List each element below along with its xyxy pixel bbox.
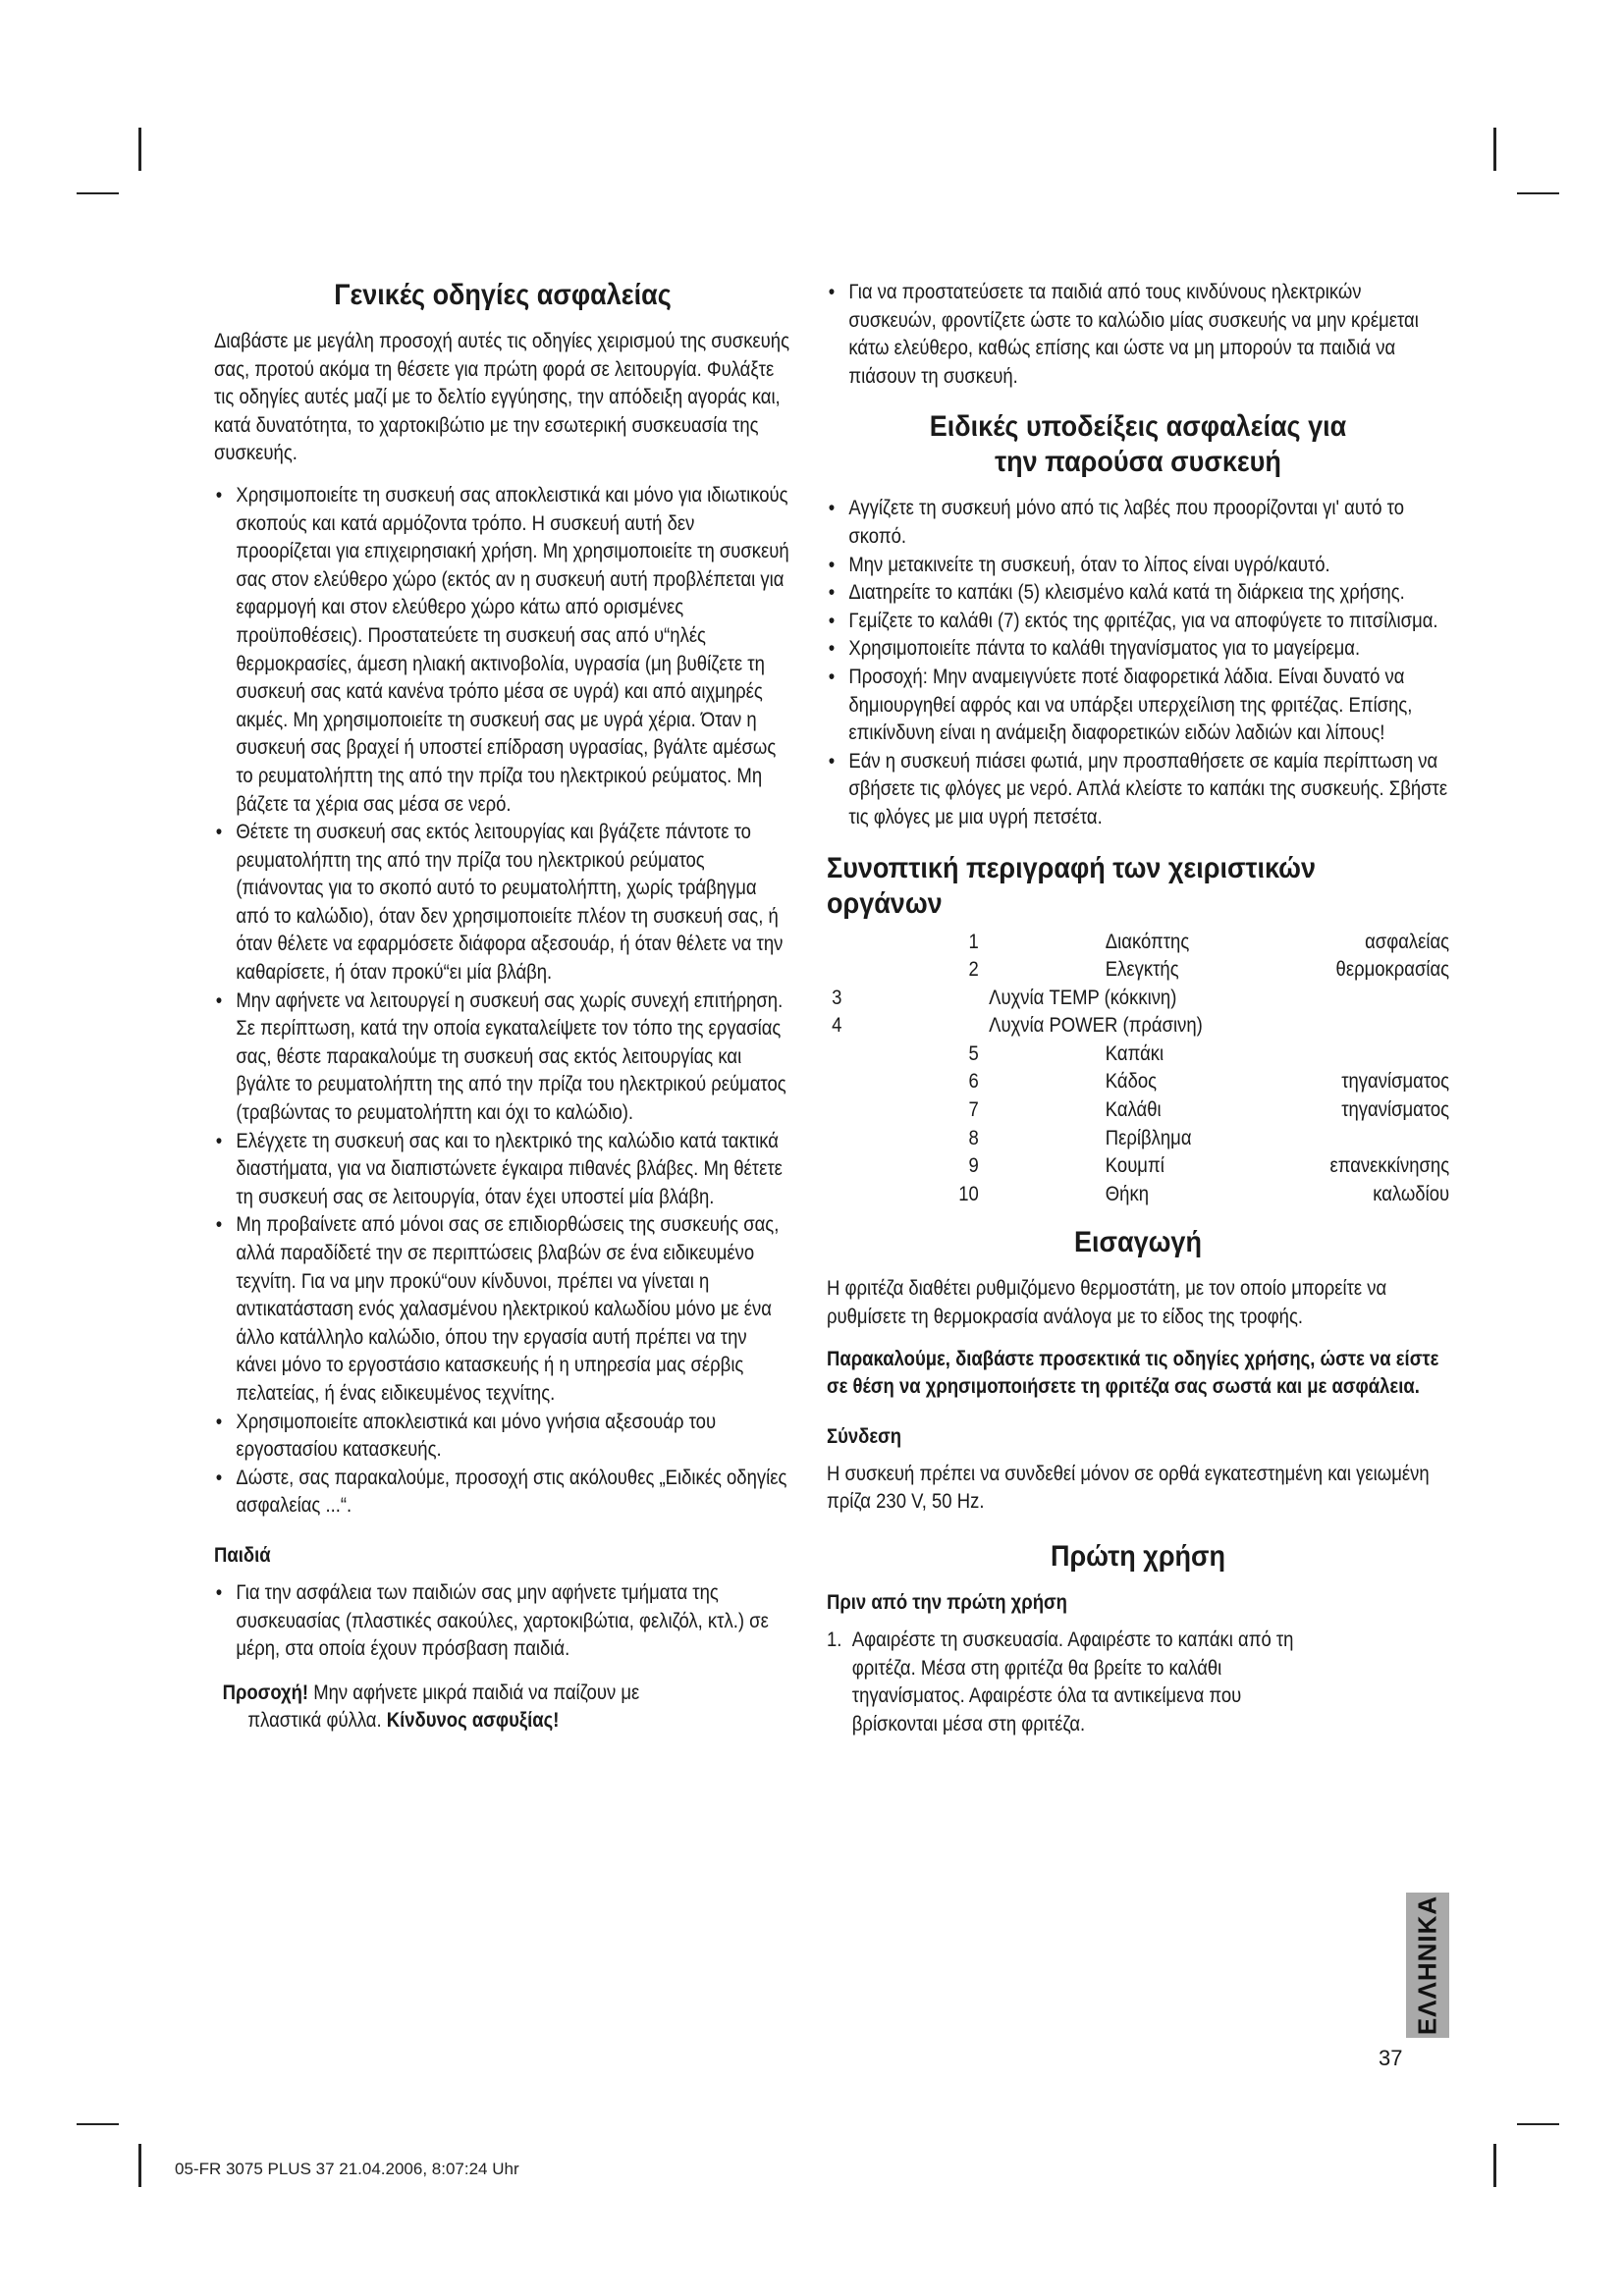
first-use-title: Πρώτη χρήση <box>1050 1540 1226 1573</box>
general-safety-title: Γενικές οδηγίες ασφαλείας <box>334 279 672 311</box>
part-qualifier <box>1280 1040 1449 1068</box>
table-row <box>827 1151 1449 1180</box>
list-item: • Προσοχή: Μην αναμειγνύετε ποτέ διαφορετικά λάδια. Είναι δυνατό να δημιουργηθεί αφρός και να υπάρξει υπερχείλιση της φριτέζας. Επίσης, επικίνδυνη είναι η ανάμειξη διαφορετικών ειδών λαδιών και λίπους! <box>827 663 1449 747</box>
crop-mark <box>138 2144 141 2187</box>
crop-mark <box>1517 192 1559 194</box>
part-qualifier <box>1280 1124 1449 1152</box>
safety-list <box>214 481 791 1520</box>
table-row <box>827 1067 1449 1095</box>
step-1 <box>827 1626 1325 1737</box>
connection-text: Η συσκευή πρέπει να συνδεθεί μόνον σε ορθά εγκατεστημένη και γειωμένη πρίζα 230 V, 50 Hz. <box>827 1461 1430 1514</box>
crop-mark <box>1517 2123 1559 2125</box>
warning-line-2 <box>214 1706 791 1735</box>
children-list <box>214 1578 791 1663</box>
list-item: • Χρησιμοποιείτε πάντα το καλάθι τηγανίσματος για το μαγείρεμα. <box>827 634 1449 663</box>
list-item: • Ελέγχετε τη συσκευή σας και το ηλεκτρικό της καλώδιο κατά τακτικά διαστήματα, για να διαπιστώνετε έγκαιρα πιθανές βλάβες. Μη θέτετε τη συσκευή σας σε λειτουργία, όταν έχει υποστεί μία βλάβη. <box>214 1127 791 1211</box>
part-number: 5 <box>968 1041 979 1065</box>
warning-text: Μην αφήνετε μικρά παιδιά να παίζουν με <box>308 1680 640 1704</box>
part-number: 3 <box>832 985 842 1009</box>
list-item: • Εάν η συσκευή πιάσει φωτιά, μην προσπαθήσετε σε καμία περίπτωση να σβήσετε τις φλόγες με νερό. Απλά κλείστε το καπάκι της συσκευής. Σβήστε τις φλόγες με μια υγρή πετσέτα. <box>827 747 1449 831</box>
language-tab <box>1406 1893 1449 2038</box>
special-safety-list <box>827 494 1449 830</box>
part-number: 10 <box>958 1181 979 1205</box>
list-item: • Μη προβαίνετε από μόνοι σας σε επιδιορθώσεις της συσκευής σας, αλλά παραδίδετέ την σε περιπτώσεις βλαβών σε ένα ειδικευμένο τεχνίτη. Για να μην προκύ“ουν κίνδυνοι, πρέπει να γίνεται η αντικατάσταση ενός χαλασμένου ηλεκτρικού καλωδίου μόνο με ένα άλλο κατάλληλο καλώδιο, όπου την εργασία αυτή πρέπει να την κάνει μόνο το εργοστάσιο κατασκευής ή η υπηρεσία μας σέρβις πελατείας, ή ένας ειδικευμένος τεχνίτης. <box>214 1210 791 1407</box>
part-qualifier: επανεκκίνησης <box>1329 1153 1450 1178</box>
read-instructions-notice: Παρακαλούμε, διαβάστε προσεκτικά τις οδηγίες χρήσης, ώστε να είστε σε θέση να χρησιμοποιήσετε τη φριτέζα σας σωστά και με ασφάλεια. <box>827 1346 1439 1399</box>
step-1-number: 1. <box>827 1628 842 1651</box>
crop-mark <box>138 128 141 171</box>
list-item: • Μην μετακινείτε τη συσκευή, όταν το λίπος είναι υγρό/καυτό. <box>827 551 1449 579</box>
intro-paragraph: Διαβάστε με μεγάλη προσοχή αυτές τις οδηγίες χειρισμού της συσκευής σας, προτού ακόμα τη θέσετε για πρώτη φορά σε λειτουργία. Φυλάξτε τις οδηγίες αυτές μαζί με το δελτίο εγγύησης, την απόδειξη αγοράς και, κατά δυνατότητα, το χαρτοκιβώτιο με την εσωτερική συσκευασία της συσκευής. <box>214 329 789 465</box>
part-name: Καλάθι <box>1105 1097 1162 1122</box>
crop-mark <box>1493 128 1496 171</box>
introduction-title: Εισαγωγή <box>1074 1226 1202 1259</box>
warning-text-2: πλαστικά φύλλα. <box>247 1708 387 1733</box>
part-name: Διακόπτης <box>1105 929 1190 953</box>
part-name: Λυχνία TEMP (κόκκινη) <box>989 985 1177 1009</box>
list-item: • Χρησιμοποιείτε αποκλειστικά και μόνο γνήσια αξεσουάρ του εργοστασίου κατασκευής. <box>214 1408 791 1464</box>
part-number: 2 <box>968 957 979 982</box>
part-number: 1 <box>968 929 979 953</box>
part-name: Θήκη <box>1105 1181 1149 1205</box>
left-column <box>214 278 791 1735</box>
crop-mark <box>77 2123 119 2125</box>
part-name: Κουμπί <box>1105 1153 1164 1178</box>
list-item: • Αγγίζετε τη συσκευή μόνο από τις λαβές που προορίζονται γι' αυτό το σκοπό. <box>827 494 1449 550</box>
list-item: • Γεμίζετε το καλάθι (7) εκτός της φριτέζας, για να αποφύγετε το πιτσίλισμα. <box>827 607 1449 635</box>
part-number: 9 <box>968 1153 979 1178</box>
list-item: • Για να προστατεύσετε τα παιδιά από τους κινδύνους ηλεκτρικών συσκευών, φροντίζετε ώστε το καλώδιο μίας συσκευής να μην κρέμεται κάτω ελεύθερο, καθώς επίσης και ώστε να μη μπορούν τα παιδιά να πιάσουν τη συσκευή. <box>827 278 1449 390</box>
part-qualifier: τηγανίσματος <box>1341 1097 1450 1122</box>
table-row <box>827 1040 1449 1068</box>
part-number: 8 <box>968 1125 979 1149</box>
list-item: • Θέτετε τη συσκευή σας εκτός λειτουργίας και βγάζετε πάντοτε το ρευματολήπτη της από την πρίζα του ηλεκτρικού ρεύματος (πιάνοντας για το σκοπό αυτό το ρευματολήπτη, χωρίς τράβηγμα από το καλώδιο), όταν δεν χρησιμοποιείτε πλέον τη συσκευή σας, ή όταν θέλετε να εφαρμόσετε διάφορα αξεσουάρ, ή όταν θέλετε να την καθαρίσετε, ή όταν προκύ“ει μία βλάβη. <box>214 818 791 987</box>
table-row <box>827 1095 1449 1124</box>
table-row <box>827 955 1449 984</box>
controls-overview-title: Συνοπτική περιγραφή των χειριστικών οργάνων <box>827 851 1316 920</box>
table-row <box>827 984 1449 1012</box>
print-footer: 05-FR 3075 PLUS 37 21.04.2006, 8:07:24 Uhr <box>175 2160 519 2178</box>
list-item: • Για την ασφάλεια των παιδιών σας μην αφήνετε τμήματα της συσκευασίας (πλαστικές σακούλες, χαρτοκιβώτια, φελιζόλ, κτλ.) σε μέρη, στα οποία έχουν πρόσβαση παιδιά. <box>214 1578 791 1663</box>
part-name: Ελεγκτής <box>1105 957 1179 982</box>
part-qualifier: τηγανίσματος <box>1341 1069 1450 1094</box>
introduction-text: Η φριτέζα διαθέτει ρυθμιζόμενο θερμοστάτη, με τον οποίο μπορείτε να ρυθμίσετε τη θερμοκρασία ανάλογα με το είδος της τροφής. <box>827 1276 1387 1329</box>
table-row <box>827 1180 1449 1208</box>
list-item: • Χρησιμοποιείτε τη συσκευή σας αποκλειστικά και μόνο για ιδιωτικούς σκοπούς και κατά αρμόζοντα τρόπο. Η συσκευή αυτή δεν προορίζεται για επιχειρησιακή χρήση. Μη χρησιμοποιείτε τη συσκευή σας στον ελεύθερο χώρο (εκτός αν η συσκευή αυτή προβλέπεται για εφαρμογή και στον ελεύθερο χώρο κάτω από ορισμένες προϋποθέσεις). Προστατεύετε τη συσκευή σας από υ“ηλές θερμοκρασίες, άμεση ηλιακή ακτινοβολία, υγρασία (μη βυθίζετε τη συσκευή σας κατά κανένα τρόπο μέσα σε υγρά) και από αιχμηρές ακμές. Μη χρησιμοποιείτε τη συσκευή σας με υγρά χέρια. Όταν η συσκευή σας βραχεί ή υποστεί επίδραση υγρασίας, βγάλτε αμέσως το ρευματολήπτη της από την πρίζα του ηλεκτρικού ρεύματος. Μη βάζετε τα χέρια σας μέσα σε νερό. <box>214 481 791 818</box>
children-heading: Παιδιά <box>214 1542 271 1567</box>
step-1-text: Αφαιρέστε τη συσκευασία. Αφαιρέστε το καπάκι από τη φριτέζα. Μέσα στη φριτέζα θα βρείτε το καλάθι τηγανίσματος. Αφαιρέστε όλα τα αντικείμενα που βρίσκονται μέσα στη φριτέζα. <box>851 1628 1294 1735</box>
part-number: 4 <box>832 1013 842 1038</box>
part-qualifier: καλωδίου <box>1373 1181 1450 1205</box>
children-continued-list <box>827 278 1449 390</box>
table-row <box>827 1011 1449 1040</box>
part-number: 6 <box>968 1069 979 1094</box>
suffocation-warning: Κίνδυνος ασφυξίας! <box>386 1708 560 1733</box>
parts-table <box>827 928 1449 1208</box>
page-number: 37 <box>1379 2046 1403 2070</box>
crop-mark <box>1493 2144 1496 2187</box>
before-first-use-heading: Πριν από την πρώτη χρήση <box>827 1590 1067 1614</box>
part-qualifier: θερμοκρασίας <box>1335 957 1450 982</box>
part-number: 7 <box>968 1097 979 1122</box>
warning-line <box>214 1679 791 1707</box>
list-item: • Μην αφήνετε να λειτουργεί η συσκευή σας χωρίς συνεχή επιτήρηση. Σε περίπτωση, κατά την οποία εγκαταλείψετε τον τόπο της εργασίας σας, θέστε παρακαλούμε τη συσκευή σας εκτός λειτουργίας και βγάλτε το ρευματολήπτη της από την πρίζα του ηλεκτρικού ρεύματος (τραβώντας το ρευματολήπτη και όχι το καλώδιο). <box>214 987 791 1127</box>
special-safety-title: Ειδικές υποδείξεις ασφαλείας για την παρούσα συσκευή <box>929 410 1347 479</box>
part-name: Λυχνία POWER (πράσινη) <box>989 1013 1203 1038</box>
part-name: Καπάκι <box>1105 1041 1164 1065</box>
list-item: • Διατηρείτε το καπάκι (5) κλεισμένο καλά κατά τη διάρκεια της χρήσης. <box>827 578 1449 607</box>
right-column <box>827 278 1449 1737</box>
part-name: Κάδος <box>1105 1069 1158 1094</box>
table-row <box>827 928 1449 956</box>
connection-heading: Σύνδεση <box>827 1423 902 1448</box>
language-tab-label: ΕΛΛΗΝΙΚΑ <box>1412 1895 1442 2036</box>
part-name: Περίβλημα <box>1105 1125 1192 1149</box>
table-row <box>827 1124 1449 1152</box>
crop-mark <box>77 192 119 194</box>
warning-label: Προσοχή! <box>222 1680 309 1704</box>
part-qualifier: ασφαλείας <box>1365 929 1450 953</box>
list-item: • Δώστε, σας παρακαλούμε, προσοχή στις ακόλουθες „Ειδικές οδηγίες ασφαλείας ...“. <box>214 1464 791 1520</box>
